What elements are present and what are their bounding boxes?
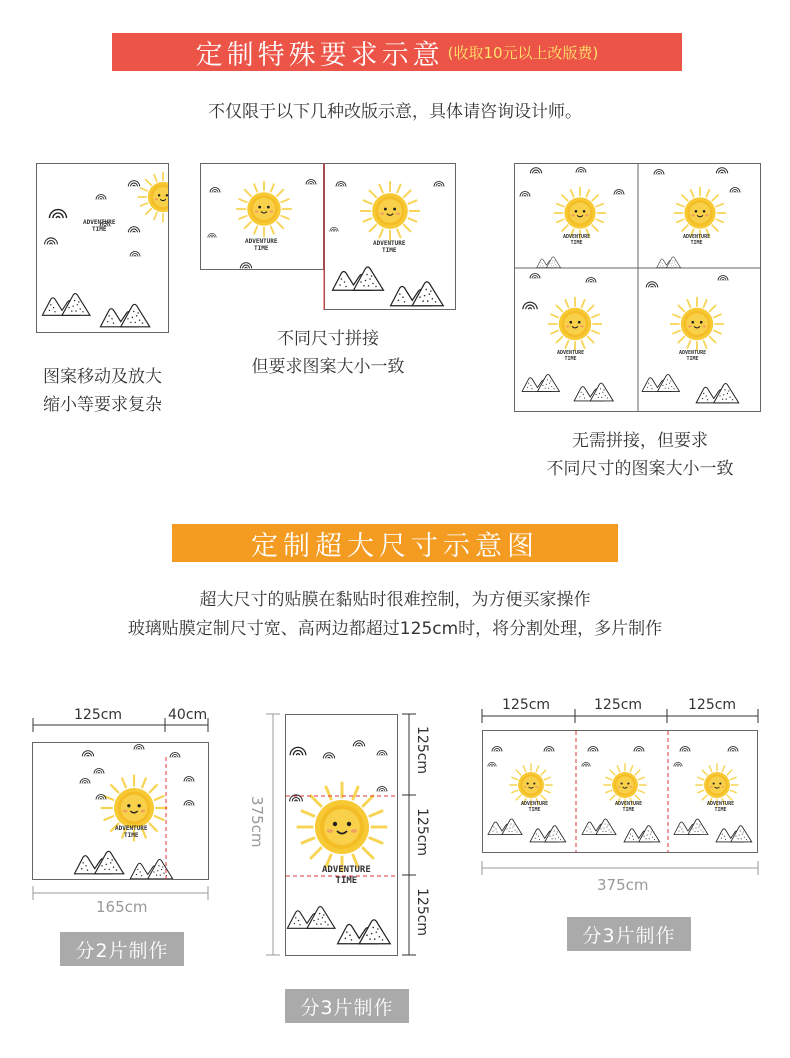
artwork-title-line2: TIME	[690, 240, 703, 246]
example-a-dim-main: 125cm	[74, 707, 123, 723]
artwork-title-line2: TIME	[564, 356, 577, 362]
example-b-dim-part2: 125cm	[414, 808, 430, 857]
artwork-title-line2: TIME	[714, 807, 727, 813]
artwork-title-line2: TIME	[686, 356, 699, 362]
artwork-title-line2: TIME	[92, 226, 107, 233]
section1-description: 不仅限于以下几种改版示意，具体请咨询设计师。	[208, 102, 582, 122]
example-c-dim-total: 375cm	[597, 876, 649, 894]
artwork-title	[707, 801, 734, 813]
artwork-title-line2: TIME	[570, 240, 583, 246]
example-b-artwork	[285, 714, 398, 956]
example-c-tag: 分3片制作	[567, 917, 691, 951]
artwork-title-line1: ADVENTURE	[373, 240, 406, 247]
example1-artwork	[36, 163, 169, 333]
example3-caption	[490, 427, 790, 483]
example1-caption	[20, 363, 185, 419]
example1-caption-line1: 图案移动及放大	[43, 367, 162, 387]
artwork-title	[322, 865, 371, 887]
artwork-title	[521, 801, 548, 813]
example-b-dim-total: 375cm	[248, 796, 266, 848]
example2-caption-line1: 不同尺寸拼接	[277, 329, 379, 349]
example-b-dim-part1: 125cm	[414, 726, 430, 775]
artwork-title-line1: ADVENTURE	[245, 238, 278, 245]
artwork-title	[83, 219, 116, 233]
example-c-dim-part1: 125cm	[502, 697, 551, 713]
example-a-tag: 分2片制作	[60, 932, 184, 966]
section2-description-line1: 超大尺寸的贴膜在黏贴时很难控制，为方便买家操作	[199, 590, 591, 610]
example3-caption-line2: 不同尺寸的图案大小一致	[546, 459, 734, 479]
section1-banner	[112, 33, 682, 71]
artwork-title	[679, 350, 706, 362]
artwork-title-line2: TIME	[254, 245, 269, 252]
example2-artwork-small	[200, 163, 324, 270]
artwork-title-line2: TIME	[124, 832, 139, 839]
example1-caption-line2: 缩小等要求复杂	[43, 395, 162, 415]
example2-artwork-large	[324, 163, 456, 310]
section2-title: 定制超大尺寸示意图	[251, 530, 539, 562]
artwork-title	[557, 350, 584, 362]
artwork-title-line1: ADVENTURE	[557, 350, 585, 356]
example-a-dim-extra: 40cm	[168, 707, 208, 723]
artwork-title-line2: TIME	[382, 247, 397, 254]
example-a-dim-total: 165cm	[96, 898, 148, 916]
artwork-title-line2: TIME	[528, 807, 541, 813]
artwork-title-line1: ADVENTURE	[679, 350, 707, 356]
example3-artwork-grid	[514, 163, 761, 412]
example-b-tag: 分3片制作	[285, 989, 409, 1023]
section2-banner	[172, 524, 618, 562]
section1-fee-note: (收取10元以上改版费)	[447, 43, 599, 62]
example2-caption	[200, 325, 456, 381]
section1-title: 定制特殊要求示意	[195, 39, 444, 71]
artwork-title-line1: ADVENTURE	[707, 801, 735, 807]
example3-caption-line1: 无需拼接，但要求	[572, 431, 708, 451]
example-c-dim-part2: 125cm	[594, 697, 643, 713]
artwork-title-line1: ADVENTURE	[521, 801, 549, 807]
artwork-title	[563, 234, 590, 246]
artwork-title	[245, 238, 278, 252]
section2-description-line2: 玻璃贴膜定制尺寸宽、高两边都超过125cm时，将分割处理，多片制作	[127, 619, 663, 639]
artwork-title	[615, 801, 642, 813]
artwork-title-line2: TIME	[622, 807, 635, 813]
example-a-artwork	[32, 742, 209, 880]
artwork-title-line1: ADVENTURE	[322, 865, 371, 875]
artwork-title	[373, 240, 406, 254]
example-c-artwork	[482, 730, 758, 853]
artwork-title	[115, 825, 148, 839]
example-b-dim-part3: 125cm	[414, 888, 430, 937]
artwork-title-line1: ADVENTURE	[563, 234, 591, 240]
example2-caption-line2: 但要求图案大小一致	[251, 357, 405, 377]
artwork-title-line1: ADVENTURE	[83, 219, 116, 226]
artwork-title-line2: TIME	[335, 876, 358, 886]
artwork-title-line1: ADVENTURE	[683, 234, 711, 240]
artwork-title-line1: ADVENTURE	[615, 801, 643, 807]
artwork-title	[683, 234, 710, 246]
example-c-dim-part3: 125cm	[688, 697, 737, 713]
artwork-title-line1: ADVENTURE	[115, 825, 148, 832]
